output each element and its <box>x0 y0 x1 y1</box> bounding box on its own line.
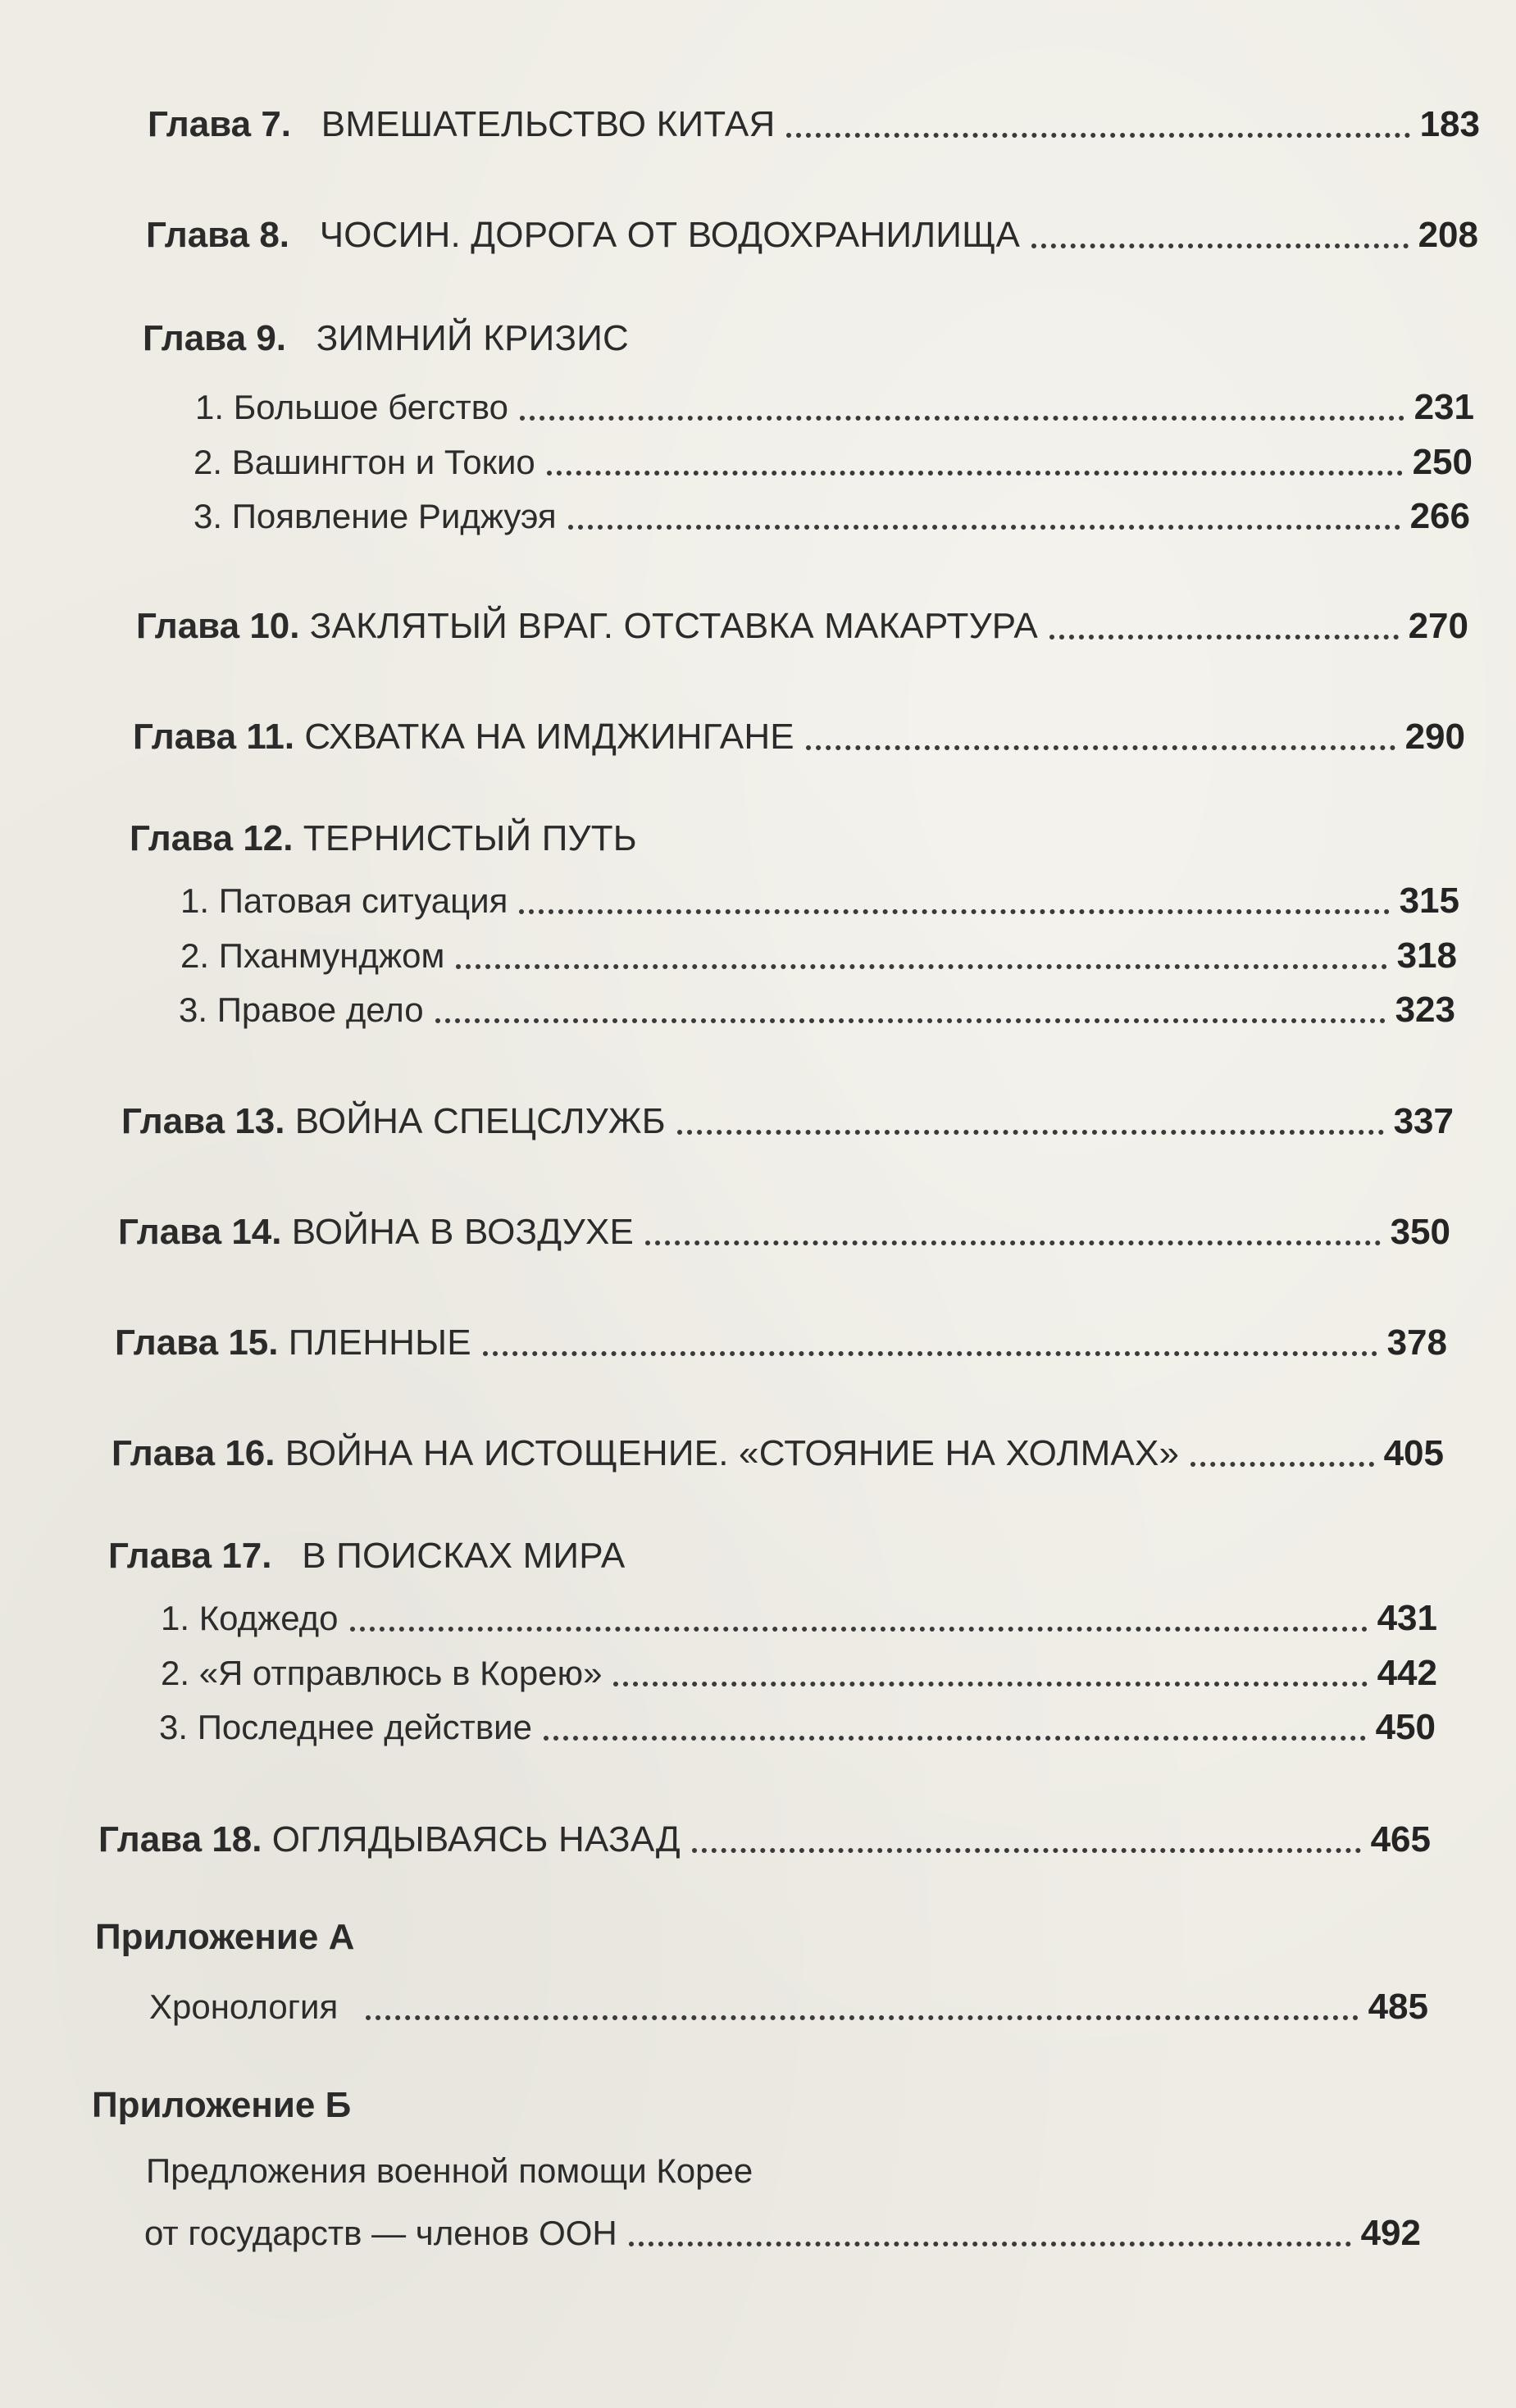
chapter-number: Глава 15. <box>115 1322 279 1363</box>
dot-leader <box>629 2242 1351 2246</box>
section-title: 2. «Я отправлюсь в Корею» <box>161 1654 603 1692</box>
section-title: 3. Последнее действие <box>159 1708 532 1746</box>
toc-subentry-appendix-a[interactable] <box>149 1973 1428 2030</box>
appendix-label: Приложение Б <box>92 2085 352 2125</box>
page-number: 315 <box>1399 881 1459 921</box>
chapter-title: ТЕРНИСТЫЙ ПУТЬ <box>303 818 637 858</box>
dot-leader <box>483 1351 1377 1356</box>
chapter-number: Глава 9. <box>143 318 287 358</box>
chapter-number: Глава 18. <box>98 1819 262 1859</box>
dot-leader <box>547 471 1403 476</box>
toc-heading-chapter-9 <box>143 316 629 362</box>
section-title: 2. Пханмунджом <box>180 936 445 975</box>
chapter-title: СХВАТКА НА ИМДЖИНГАНЕ <box>304 717 794 757</box>
page-number: 492 <box>1360 2213 1421 2253</box>
page-number: 290 <box>1404 717 1465 757</box>
chapter-title: ВМЕШАТЕЛЬСТВО КИТАЯ <box>321 104 776 144</box>
toc-entry-chapter-7[interactable] <box>148 90 1480 148</box>
toc-heading-chapter-12 <box>130 816 637 862</box>
page-number: 266 <box>1409 496 1470 536</box>
chapter-number: Глава 8. <box>146 215 290 255</box>
section-title: от государств — членов ООН <box>144 2214 617 2252</box>
dot-leader <box>519 909 1389 914</box>
chapter-title: В ПОИСКАХ МИРА <box>302 1536 626 1576</box>
dot-leader <box>544 1736 1366 1741</box>
toc-subentry[interactable] <box>161 1584 1437 1641</box>
chapter-number: Глава 17. <box>108 1536 272 1576</box>
section-title: 3. Правое дело <box>179 990 424 1029</box>
page-number: 405 <box>1383 1433 1444 1473</box>
section-title: 3. Появление Риджуэя <box>193 497 557 535</box>
chapter-title: ПЛЕННЫЕ <box>288 1322 471 1363</box>
chapter-number: Глава 13. <box>121 1101 285 1141</box>
chapter-number: Глава 16. <box>112 1433 275 1473</box>
toc-entry-chapter-18[interactable] <box>98 1805 1431 1863</box>
chapter-number: Глава 7. <box>148 104 292 144</box>
chapter-number: Глава 12. <box>130 818 294 858</box>
page-number: 323 <box>1395 990 1455 1030</box>
page-number: 318 <box>1396 935 1457 976</box>
page-number: 208 <box>1418 215 1478 255</box>
dot-leader <box>806 745 1395 750</box>
page-number: 270 <box>1408 606 1468 646</box>
section-title: 1. Патовая ситуация <box>180 881 508 920</box>
toc-heading-appendix-b <box>92 2083 351 2128</box>
page-number: 378 <box>1386 1322 1447 1363</box>
section-title: 1. Коджедо <box>161 1599 339 1637</box>
page-number: 442 <box>1377 1653 1437 1693</box>
toc-subentry[interactable] <box>180 867 1459 924</box>
chapter-title: ВОЙНА СПЕЦСЛУЖБ <box>294 1101 666 1141</box>
dot-leader <box>366 2015 1358 2020</box>
toc-subentry[interactable] <box>195 373 1474 430</box>
section-title: 1. Большое бегство <box>195 388 508 426</box>
chapter-title: ЗИМНИЙ КРИЗИС <box>316 318 630 358</box>
toc-subentry[interactable] <box>193 428 1473 485</box>
chapter-title: ЗАКЛЯТЫЙ ВРАГ. ОТСТАВКА МАКАРТУРА <box>309 606 1038 646</box>
section-title: 2. Вашингтон и Токио <box>193 443 535 481</box>
toc-subentry[interactable] <box>179 976 1455 1033</box>
chapter-number: Глава 11. <box>133 717 295 757</box>
toc-entry-chapter-14[interactable] <box>118 1198 1450 1255</box>
chapter-number: Глава 10. <box>136 606 300 646</box>
dot-leader <box>1049 635 1399 640</box>
dot-leader <box>456 964 1386 969</box>
page-number: 183 <box>1419 104 1480 144</box>
page-number: 450 <box>1375 1707 1436 1747</box>
page-number: 485 <box>1368 1987 1428 2027</box>
dot-leader <box>435 1018 1386 1023</box>
dot-leader <box>677 1130 1384 1135</box>
page-number: 350 <box>1390 1212 1450 1252</box>
toc-entry-chapter-11[interactable] <box>133 703 1465 760</box>
page-number: 231 <box>1414 387 1474 427</box>
chapter-title: ВОЙНА НА ИСТОЩЕНИЕ. «СТОЯНИЕ НА ХОЛМАХ» <box>285 1433 1180 1473</box>
toc-subentry[interactable] <box>180 922 1457 979</box>
dot-leader <box>1031 244 1408 248</box>
toc-entry-chapter-13[interactable] <box>121 1087 1454 1145</box>
dot-leader <box>350 1627 1368 1632</box>
toc-entry-chapter-16[interactable] <box>112 1419 1444 1477</box>
toc-subentry[interactable] <box>161 1639 1437 1696</box>
page-number: 337 <box>1393 1101 1454 1141</box>
toc-entry-chapter-15[interactable] <box>115 1309 1447 1366</box>
toc-entry-chapter-10[interactable] <box>136 592 1468 649</box>
dot-leader <box>786 133 1409 138</box>
chapter-number: Глава 14. <box>118 1212 282 1252</box>
appendix-b-line-1: Предложения военной помощи Корее <box>146 2151 753 2190</box>
dot-leader <box>568 525 1400 530</box>
section-title: Хронология <box>149 1987 339 2026</box>
toc-entry-chapter-8[interactable] <box>146 201 1478 258</box>
page-number: 465 <box>1370 1819 1431 1859</box>
appendix-label: Приложение А <box>95 1917 355 1957</box>
chapter-title: ОГЛЯДЫВАЯСЬ НАЗАД <box>271 1819 681 1859</box>
toc-heading-appendix-a <box>95 1914 354 1960</box>
toc-subentry[interactable] <box>193 482 1470 539</box>
chapter-title: ВОЙНА В ВОЗДУХЕ <box>291 1212 635 1252</box>
dot-leader <box>520 416 1404 421</box>
dot-leader <box>645 1240 1381 1245</box>
page-number: 431 <box>1377 1598 1437 1638</box>
toc-subentry-appendix-b[interactable] <box>144 2199 1421 2256</box>
toc-subentry[interactable] <box>159 1693 1436 1750</box>
dot-leader <box>692 1848 1361 1853</box>
dot-leader <box>613 1682 1367 1687</box>
toc-heading-chapter-17 <box>108 1533 625 1579</box>
dot-leader <box>1190 1462 1373 1467</box>
chapter-title: ЧОСИН. ДОРОГА ОТ ВОДОХРАНИЛИЩА <box>319 215 1021 255</box>
page-number: 250 <box>1412 442 1473 482</box>
